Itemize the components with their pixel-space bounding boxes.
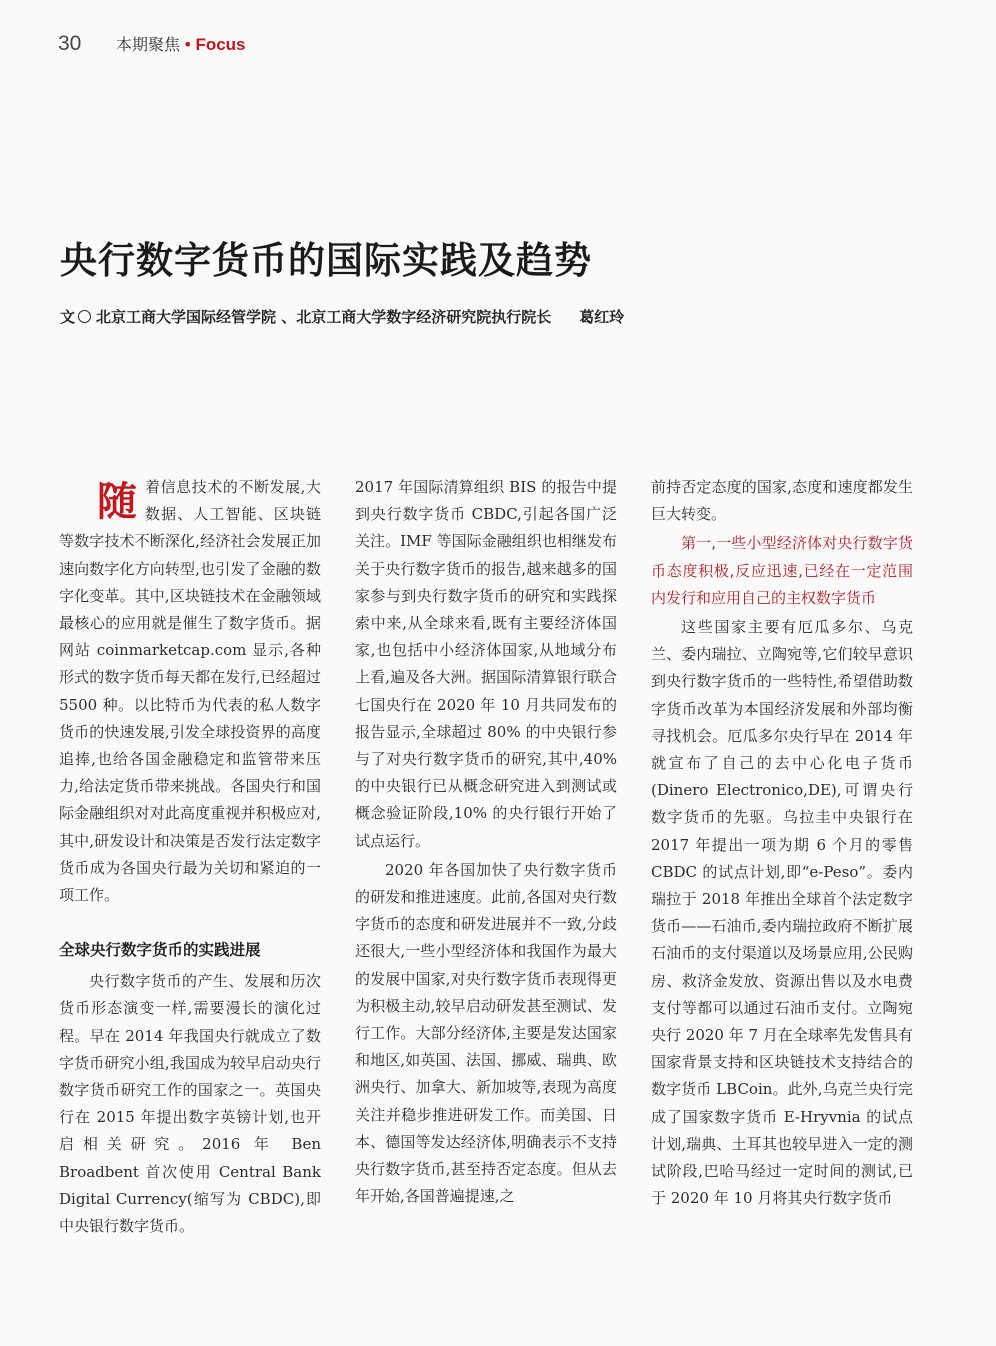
- section-separator: •: [183, 35, 193, 54]
- section-name: 本期聚焦: [116, 35, 181, 54]
- page-number: 30: [58, 32, 82, 55]
- byline-prefix: 文: [60, 308, 76, 326]
- column-3: [651, 474, 913, 1212]
- section-subheading: 全球央行数字货币的实践进展: [59, 941, 261, 960]
- byline-circle-icon: [78, 310, 91, 323]
- body-paragraph: 前持否定态度的国家,态度和速度都发生巨大转变。: [651, 478, 913, 524]
- intro-paragraph: [59, 474, 321, 909]
- byline: [60, 306, 940, 327]
- running-header: [58, 32, 246, 62]
- intro-text: 着信息技术的不断发展,大数据、人工智能、区块链等数字技术不断深化,经济社会发展正加速向数字化方向转型,也引发了金融的数字化变革。其中,区块链技术在金融领域最核心的应用就是催生了数字货币。据网站 coinmarketcap.com 显示,各种形式的数字货币每天都在发行,已经超过 5500 种。以比特币为代表的私人数字货币的快速发展,引发全球投资界的高度追捧,也给各国金融稳定和监管带来压力,给法定货币带来挑战。各国央行和国际金融组织对对此高度重视并积极应对,其中,研发设计和决策是否发行法定数字货币成为各国央行最为关切和紧迫的一项工作。: [59, 478, 321, 905]
- section-name-en: Focus: [195, 35, 246, 54]
- body-paragraph: 2017 年国际清算组织 BIS 的报告中提到央行数字货币 CBDC,引起各国广泛关注。IMF 等国际金融组织也相继发布关于央行数字货币的报告,越来越多的国家参与到央行数字货币的研究和实践探索中来,从全球来看,既有主要经济体国家,也包括中小经济体国家,从地域分布上看,遍及各大洲。据国际清算银行联合七国央行在 2020 年 10 月共同发布的报告显示,全球超过 80% 的中央银行参与了对央行数字货币的研究,其中,40% 的中央银行已从概念研究进入到测试或概念验证阶段,10% 的央行银行开始了试点运行。: [355, 478, 617, 850]
- body-paragraph: 央行数字货币的产生、发展和历次货币形态演变一样,需要漫长的演化过程。早在 2014 年我国央行就成立了数字货币研究小组,我国成为较早启动央行数字货币研究工作的国家之一。英国央行在 2015 年提出数字英镑计划,也开启相关研究。2016 年 Ben Broadbent 首次使用 Central Bank Digital Currency(缩写为 CBDC),即中央银行数字货币。: [59, 972, 321, 1236]
- article-title: 央行数字货币的国际实践及趋势: [60, 239, 592, 282]
- body-paragraph: 2020 年各国加快了央行数字货币的研发和推进速度。此前,各国对央行数字货币的态度和研发进展并不一致,分歧还很大,一些小型经济体和我国作为最大的发展中国家,对央行数字货币表现得更为积极主动,较早启动研发甚至测试、发行工作。大部分经济体,主要是发达国家和地区,如英国、法国、挪威、瑞典、欧洲央行、加拿大、新加坡等,表现为高度关注并稳步推进研发工作。而美国、日本、德国等发达经济体,明确表示不支持央行数字货币,甚至持否定态度。但从去年开始,各国普遍提速,之: [355, 860, 617, 1206]
- author-affiliation: 北京工商大学国际经管学院 、北京工商大学数字经济研究院执行院长: [96, 308, 552, 326]
- drop-cap: 随: [97, 479, 137, 525]
- body-paragraph: 这些国家主要有厄瓜多尔、乌克兰、委内瑞拉、立陶宛等,它们较早意识到央行数字货币的一些特性,希望借助数字货币改革为本国经济发展和外部均衡寻找机会。厄瓜多尔央行早在 2014 年就宣布了自己的去中心化电子货币(Dinero Electronico,DE),可谓央行数字货币的先驱。乌拉圭中央银行在 2017 年提出一项为期 6 个月的零售 CBDC 的试点计划,即“e-Peso”。委内瑞拉于 2018 年推出全球首个法定数字货币——石油币,委内瑞拉政府不断扩展石油币的支付渠道以及场景应用,公民购房、救济金发放、资源出售以及水电费支付等都可以通过石油币支付。立陶宛央行 2020 年 7 月在全球率先发售具有国家背景支持和区块链技术支持结合的数字货币 LBCoin。此外,乌克兰央行完成了国家数字货币 E-Hryvnia 的试点计划,瑞典、土耳其也较早进入一定的测试阶段,巴哈马经过一定时间的测试,已于 2020 年 10 月将其央行数字货币: [651, 618, 913, 1208]
- column-2: [355, 474, 617, 1210]
- highlight-lead: 第一,一些小型经济体对央行数字货币态度积极,反应迅速,已经在一定范围内发行和应用自己的主权数字货币: [651, 534, 913, 607]
- column-1: [59, 474, 321, 1240]
- author-name: 葛红玲: [579, 308, 625, 326]
